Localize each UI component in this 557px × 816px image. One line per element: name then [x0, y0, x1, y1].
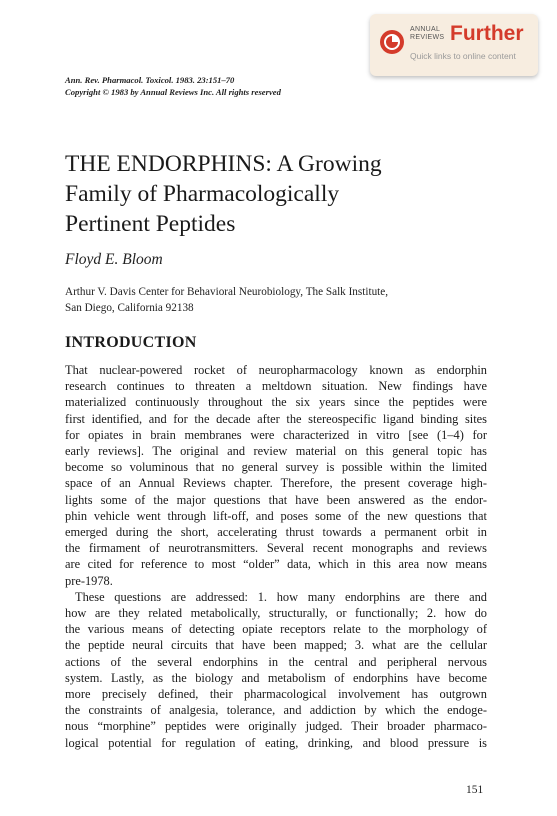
- body-line: the firmament of neurotransmitters. Several recent monographs and reviews: [65, 541, 487, 556]
- body-line: more precisely defined, their pharmacological involvement has outgrown: [65, 687, 487, 702]
- body-line: first identified, and for the decade after the stereospecific ligand binding sites: [65, 411, 487, 426]
- body-line: research continues to threaten a meltdown situation. New findings have: [65, 379, 487, 394]
- body-line: pre-1978.: [65, 573, 113, 588]
- body-line: lights some of the major questions that have been answered as the endor-: [65, 492, 487, 507]
- affiliation-line: San Diego, California 92138: [65, 302, 194, 314]
- author-affiliation: [65, 284, 388, 316]
- section-heading: INTRODUCTION: [65, 334, 197, 351]
- body-line: become so voluminous that no general survey is possible within the limited: [65, 460, 487, 475]
- annual-label: ANNUAL: [410, 26, 441, 33]
- body-line: are cited for reference to most “older” data, which in this area now means: [65, 557, 487, 572]
- annual-reviews-logo-icon: [380, 30, 404, 54]
- page-number: 151: [466, 784, 484, 796]
- affiliation-line: Arthur V. Davis Center for Behavioral Neurobiology, The Salk Institute,: [65, 286, 389, 298]
- body-line: That nuclear-powered rocket of neuropharmacology known as endorphin: [65, 363, 487, 377]
- reviews-label: REVIEWS: [410, 34, 445, 41]
- copyright-line: Copyright © 1983 by Annual Reviews Inc. All rights reserved: [65, 87, 281, 97]
- further-label[interactable]: Further: [450, 22, 524, 45]
- body-line: space of an Annual Reviews chapter. Therefore, the present coverage high-: [65, 476, 487, 491]
- body-line: for opiates in brain membranes were characterized in vitro [see (1–4) for: [65, 427, 487, 442]
- body-line: the peptide neural circuits that have been mapped; 3. what are the cellular: [65, 638, 487, 653]
- annual-reviews-wordmark: [410, 26, 444, 42]
- body-line: emerged during the short, accelerating thrust towards a permanent orbit in: [65, 525, 487, 540]
- citation-line: Ann. Rev. Pharmacol. Toxicol. 1983. 23:151–70: [65, 75, 235, 85]
- further-subtitle[interactable]: Quick links to online content: [410, 51, 516, 61]
- body-line: These questions are addressed: 1. how many endorphins are there and: [75, 589, 487, 604]
- body-text: [65, 362, 487, 751]
- title-line: Family of Pharmacologically: [65, 181, 340, 207]
- body-line: logical potential for regulation of eating, drinking, and blood pressure is: [65, 735, 487, 750]
- body-line: phin vehicle went through lift-off, and poses some of the new questions that: [65, 508, 487, 523]
- body-line: nous “morphine” peptides were originally judged. Their broader pharmaco-: [65, 719, 487, 734]
- body-line: the constraints of analgesia, tolerance, and addiction by which the endoge-: [65, 703, 487, 718]
- body-line: materialized continuously throughout the six years since the peptides were: [65, 395, 487, 410]
- body-line: system. Lastly, as the biology and metabolism of endorphins have become: [65, 670, 487, 685]
- journal-citation: [65, 74, 281, 98]
- title-line: Pertinent Peptides: [65, 211, 236, 237]
- article-title: [65, 149, 485, 239]
- body-line: the various means of detecting opiate receptors relate to the morphology of: [65, 622, 487, 637]
- body-line: early reviews]. The original and review material on this general topic has: [65, 444, 487, 459]
- body-line: how are they related metabolically, structurally, or functionally; 2. how do: [65, 606, 487, 621]
- title-line: THE ENDORPHINS: A Growing: [65, 151, 382, 177]
- body-line: actions of the several endorphins in the central and peripheral nervous: [65, 654, 487, 669]
- author-name: Floyd E. Bloom: [65, 251, 163, 268]
- annual-reviews-further-badge[interactable]: [370, 14, 538, 76]
